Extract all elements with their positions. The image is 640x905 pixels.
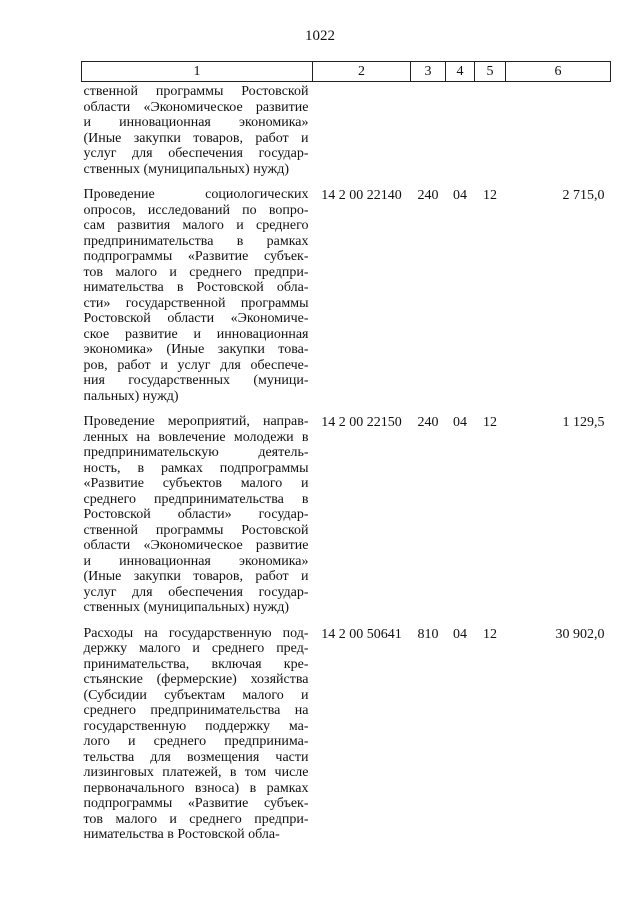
description-line: ственной программы Ростовской (83, 84, 309, 99)
subsection-cell: 12 (483, 415, 497, 430)
amount-cell (506, 82, 611, 188)
description-line: и инновационная экономика» (83, 553, 309, 569)
description-line: Проведение социологических (83, 187, 309, 202)
description-line: первоначального взноса) в рамках (83, 780, 309, 796)
description-line: Проведение мероприятий, направ- (83, 414, 309, 429)
description-cell (82, 82, 313, 188)
description-line: ственной программы Ростовской (83, 522, 309, 538)
description-line: пальных) нужд) (83, 388, 179, 404)
description-line: нимательства в Ростовской обла- (83, 827, 280, 842)
column-header-2: 2 (313, 62, 411, 82)
description-line: лизинговых платежей, в том числе (83, 765, 309, 780)
column-header-3: 3 (411, 62, 446, 82)
description-line: и инновационная экономика» (83, 115, 309, 130)
description-line: «Развитие субъектов малого и (83, 476, 309, 491)
description-line: (Иные закупки товаров, работ и (83, 130, 309, 146)
description-cell (82, 414, 313, 626)
description-line: услуг для обеспечения государ- (83, 584, 309, 600)
expense-type-cell: 810 (417, 626, 439, 642)
table-row (82, 626, 611, 853)
description-line: стьянские (фермерские) хозяйства (83, 672, 309, 687)
page-number: 1022 (305, 28, 335, 44)
description-line: принимательства, включая кре- (83, 656, 309, 672)
description-line: предпринимательства в рамках (83, 233, 309, 249)
description-line: среднего предпринимательства на (83, 703, 309, 718)
description-line: держку малого и среднего пред- (83, 641, 309, 656)
code-cell: 14 2 00 22150 (321, 415, 402, 430)
description-line: подпрограммы «Развитие субъек- (83, 249, 309, 264)
subsection-cell (475, 82, 506, 188)
header-row (82, 62, 611, 82)
amount-cell: 30 902,0 (555, 626, 605, 642)
code-cell: 14 2 00 22140 (321, 188, 402, 203)
description-line: государственную поддержку ма- (83, 718, 309, 734)
description-line: (Субсидии субъектам малого и (83, 687, 309, 703)
amount-cell: 1 129,5 (562, 415, 605, 430)
description-line: ственных (муниципальных) нужд) (83, 600, 289, 615)
description-line: ственных (муниципальных) нужд) (83, 161, 289, 177)
description-line: области «Экономическое развитие (83, 99, 309, 115)
description-line: ность, в рамках подпрограммы (83, 460, 309, 476)
column-header-6: 6 (506, 62, 611, 82)
table-row (82, 187, 611, 414)
description-line: ния государственных (муници- (83, 373, 309, 388)
description-line: ленных на вовлечение молодежи в (83, 429, 309, 445)
description-line: лого и среднего предпринима- (83, 734, 309, 749)
column-header-1: 1 (82, 62, 313, 82)
code-cell: 14 2 00 50641 (321, 626, 402, 642)
description-line: области «Экономическое развитие (83, 538, 309, 553)
subsection-cell: 12 (483, 626, 497, 642)
description-line: экономика» (Иные закупки това- (83, 342, 309, 357)
section-cell (446, 82, 475, 188)
description-line: ское развитие и инновационная (83, 326, 309, 342)
description-line: (Иные закупки товаров, работ и (83, 569, 309, 584)
expense-type-cell: 240 (417, 188, 439, 203)
budget-table (81, 61, 611, 853)
description-line: тельства для возмещения части (83, 749, 309, 765)
description-cell (82, 187, 313, 414)
section-cell: 04 (453, 626, 467, 642)
section-cell: 04 (453, 415, 467, 430)
table-row (82, 414, 611, 626)
description-line: подпрограммы «Развитие субъек- (83, 796, 309, 811)
description-line: нимательства в Ростовской обла- (83, 280, 309, 295)
subsection-cell: 12 (483, 188, 497, 203)
description-line: среднего предпринимательства в (83, 491, 309, 507)
description-line: ров, работ и услуг для обеспече- (83, 357, 309, 373)
description-line: Ростовской области «Экономиче- (83, 311, 309, 326)
description-line: сам развития малого и среднего (83, 218, 309, 233)
column-header-4: 4 (446, 62, 475, 82)
expense-type-cell (411, 82, 446, 188)
description-line: тов малого и среднего предпри- (83, 811, 309, 827)
description-line: опросов, исследований по вопро- (83, 202, 309, 218)
description-line: услуг для обеспечения государ- (83, 146, 309, 161)
description-line: тов малого и среднего предпри- (83, 264, 309, 280)
description-line: Ростовской области» государ- (83, 507, 309, 522)
section-cell: 04 (453, 188, 467, 203)
code-cell (313, 82, 411, 188)
column-header-5: 5 (475, 62, 506, 82)
description-cell (82, 626, 313, 853)
expense-type-cell: 240 (417, 415, 439, 430)
description-line: предпринимательскую деятель- (83, 445, 309, 460)
description-line: Расходы на государственную под- (83, 625, 309, 641)
amount-cell: 2 715,0 (562, 188, 605, 203)
description-line: сти» государственной программы (83, 295, 309, 311)
table-row (82, 82, 611, 188)
